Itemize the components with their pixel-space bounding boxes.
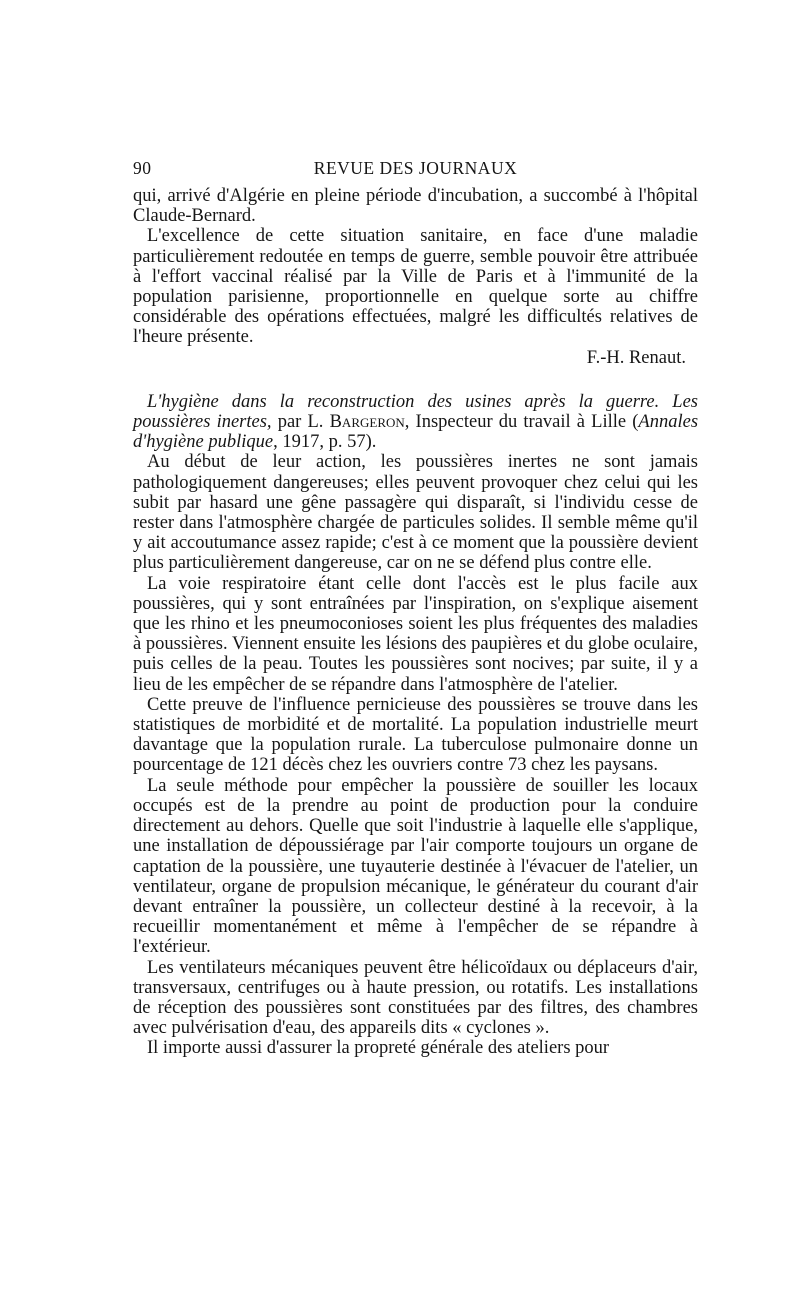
source-open-paren: ( (632, 412, 639, 433)
author-initial: L. (307, 412, 324, 433)
author-prefix: par (277, 412, 302, 433)
paragraph: Les ventilateurs mécaniques peuvent être hélicoïdaux ou déplaceurs d'air, transversaux, centrifuges ou à haute pression, ou rotatifs. Les installations de réception des poussières sont constituées par des filtres, des chambres avec pulvérisation d'eau, des appareils dits « cyclones ». (133, 957, 698, 1039)
author-name: Bargeron (329, 412, 405, 433)
article-signature: F.-H. Renaut. (586, 347, 686, 368)
page-number: 90 (133, 158, 152, 178)
article-heading (133, 392, 698, 453)
paragraph: La seule méthode pour empêcher la poussière de souiller les locaux occupés est de la prendre au point de production pour la conduire directement au dehors. Quelle que soit l'industrie à laquelle elle s'applique, une installation de dépoussiérage par l'air comporte toujours un organe de captation de la poussière, une tuyauterie destinée à l'évacuer de l'atelier, un ventilateur, organe de propulsion mécanique, le générateur du courant d'air devant entraîner la poussière, un collecteur destiné à la recevoir, à la recueillir momentanément et même à l'empêcher de se répandre à l'extérieur. (133, 775, 698, 958)
paragraph: Il importe aussi d'assurer la propreté générale des ateliers pour (147, 1038, 610, 1059)
author-role: , Inspecteur du travail à Lille (404, 412, 627, 433)
paragraph: Cette preuve de l'influence pernicieuse des poussières se trouve dans les statistiques de morbidité et de mortalité. La population industrielle meurt davantage que la population rurale. La tuberculose pulmonaire donne un pourcentage de 121 décès chez les ouvriers contre 73 chez les paysans. (133, 694, 698, 776)
paragraph: Au début de leur action, les poussières inertes ne sont jamais pathologiquement dangereuses; elles peuvent provoquer chez celui qui les subit par hasard une gêne passagère qui disparaît, si l'individu cesse de rester dans l'atmosphère chargée de particules solides. Il semble même qu'il y ait accoutumance assez rapide; c'est à ce moment que la poussière devient plus particulièrement dangereuse, car on ne se défend plus contre elle. (133, 452, 698, 574)
source-details: , 1917, p. 57). (273, 432, 377, 453)
section-gap (133, 368, 698, 392)
paragraph: L'excellence de cette situation sanitaire, en face d'une maladie particulièrement redoutée en temps de guerre, semble pouvoir être attribuée à l'effort vaccinal réalisé par la Ville de Paris et à l'immunité de la population parisienne, proportionnelle en quelque sorte au chiffre considérable des opérations effectuées, malgré les difficultés relatives de l'heure présente. (133, 226, 698, 348)
paragraph: qui, arrivé d'Algérie en pleine période d'incubation, a succombé à l'hôpital Claude-Bernard. (133, 186, 698, 227)
page-body (133, 186, 698, 1059)
source-journal: Annales d'hygiène publique (133, 412, 699, 453)
running-title: REVUE DES JOURNAUX (313, 158, 518, 178)
article-title: L'hygiène dans la reconstruction des usines après la guerre. Les poussières inertes, (133, 391, 698, 433)
paragraph: La voie respiratoire étant celle dont l'accès est le plus facile aux poussières, qui y sont entraînées par l'inspiration, on s'explique aisement que les rhino et les pneumoconioses soient les plus fréquentes des maladies à poussières. Viennent ensuite les lésions des paupières et du globe oculaire, puis celles de la peau. Toutes les poussières sont nocives; par suite, il y a lieu de les empêcher de se répandre dans l'atmosphère de l'atelier. (133, 573, 698, 695)
page-header (133, 158, 698, 182)
